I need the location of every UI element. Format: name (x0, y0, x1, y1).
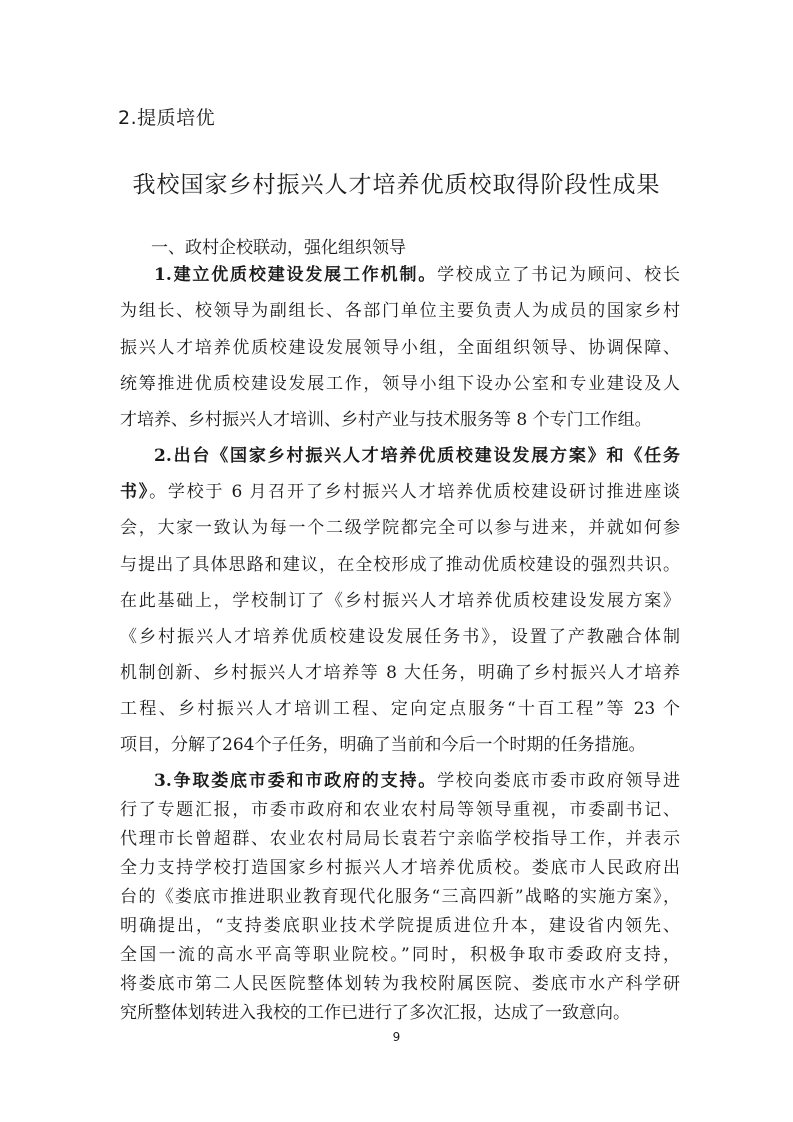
paragraph-line: 代理市长曾超群、农业农村局局长袁若宁亲临学校指导工作，并表示 (120, 829, 680, 849)
paragraph-line: 将娄底市第二人民医院整体划转为我校附属医院、娄底市水产科学研 (120, 974, 680, 994)
paragraph-line: 全国一流的高水平高等职业院校。”同时，积极争取市委政府支持， (120, 945, 680, 965)
paragraph-line: 书》。学校于 6 月召开了乡村振兴人才培养优质校建设研讨推进座谈 (120, 482, 680, 502)
paragraph-line: 台的《娄底市推进职业教育现代化服务“三高四新”战略的实施方案》， (120, 887, 680, 907)
paragraph-line: 统筹推进优质校建设发展工作，领导小组下设办公室和专业建设及人 (120, 374, 680, 394)
paragraph-line: 在此基础上，学校制订了《乡村振兴人才培养优质校建设发展方案》 (120, 591, 680, 611)
bold-lead: 2.出台《国家乡村振兴人才培养优质校建设发展方案》和《任务 (154, 446, 680, 466)
paragraph-line: 机制创新、乡村振兴人才培养等 8 大任务，明确了乡村振兴人才培养 (120, 663, 680, 683)
subheading: 一、政村企校联动，强化组织领导 (151, 238, 406, 258)
paragraph-line: 《乡村振兴人才培养优质校建设发展任务书》，设置了产教融合体制 (120, 627, 680, 647)
paragraph-line: 明确提出，“支持娄底职业技术学院提质进位升本，建设省内领先、 (120, 916, 680, 936)
paragraph-line: 会，大家一致认为每一个二级学院都完全可以参与进来，并就如何参 (120, 518, 680, 538)
paragraph-line: 项目，分解了264个子任务，明确了当前和今后一个时期的任务措施。 (120, 735, 646, 755)
section-heading: 2.提质培优 (118, 107, 216, 129)
paragraph-line: 为组长、校领导为副组长、各部门单位主要负责人为成员的国家乡村 (120, 301, 680, 321)
paragraph-line: 与提出了具体思路和建议，在全校形成了推动优质校建设的强烈共识。 (120, 555, 680, 575)
page-number: 9 (392, 1030, 401, 1044)
paragraph-line: 究所整体划转进入我校的工作已进行了多次汇报，达成了一致意向。 (120, 1003, 630, 1023)
bold-lead: 书》 (120, 482, 150, 502)
paragraph-line (154, 444, 680, 468)
paragraph-line: 工程、乡村振兴人才培训工程、定向定点服务“十百工程”等 23 个 (120, 699, 680, 719)
paragraph-line: 行了专题汇报，市委市政府和农业农村局等领导重视，市委副书记、 (120, 800, 680, 820)
paragraph-line: 振兴人才培养优质校建设发展领导小组，全面组织领导、协调保障、 (120, 338, 680, 358)
bold-lead: 3.争取娄底市委和市政府的支持。 (154, 771, 438, 791)
paragraph-line: 全力支持学校打造国家乡村振兴人才培养优质校。娄底市人民政府出 (120, 858, 680, 878)
paragraph-line: 1.建立优质校建设发展工作机制。学校成立了书记为顾问、校长 (154, 265, 680, 285)
paragraph-line: 才培养、乡村振兴人才培训、乡村产业与技术服务等 8 个专门工作组。 (120, 410, 652, 430)
paragraph-line: 3.争取娄底市委和市政府的支持。学校向娄底市委市政府领导进 (154, 771, 680, 791)
document-title: 我校国家乡村振兴人才培养优质校取得阶段性成果 (132, 172, 661, 198)
bold-lead: 1.建立优质校建设发展工作机制。 (154, 265, 438, 285)
